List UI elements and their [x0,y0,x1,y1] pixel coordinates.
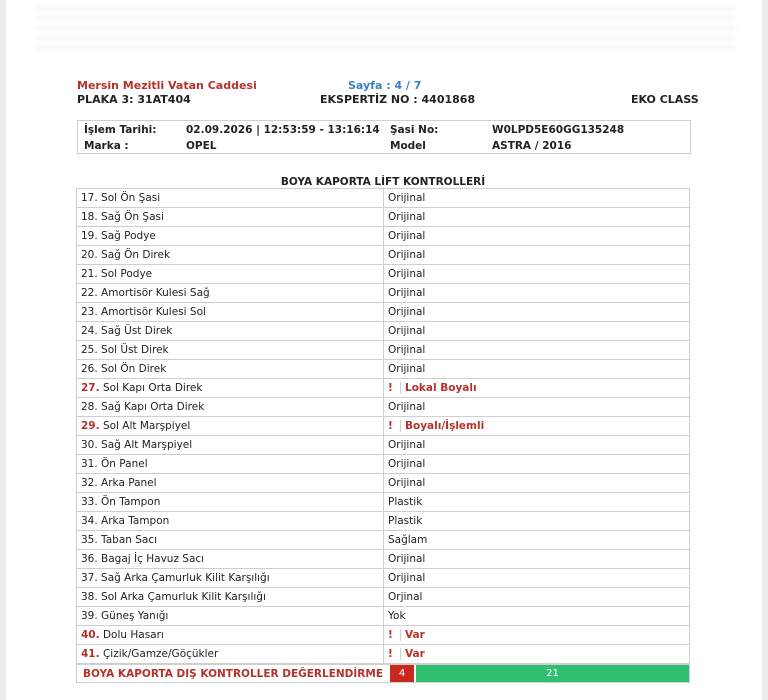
part-cell [77,398,384,417]
status-cell [384,531,690,550]
vehicle-info-box [77,120,691,154]
table-row [77,607,690,626]
status-value: Orijinal [388,363,426,375]
status-cell [384,607,690,626]
part-name: Sol Üst Direk [101,344,169,356]
row-number: 25. [81,344,98,356]
status-cell [384,512,690,531]
table-row [77,208,690,227]
status-value: Orijinal [388,306,426,318]
warning-mark: ! [388,629,393,641]
table-row [77,512,690,531]
table-row [77,588,690,607]
status-cell [384,626,690,645]
part-name: Ön Tampon [101,496,161,508]
status-value: Orijinal [388,249,426,261]
status-cell [384,341,690,360]
part-name: Sol Arka Çamurluk Kilit Karşılığı [101,591,266,603]
row-number: 41. [81,648,100,660]
status-value: Orijinal [388,325,426,337]
status-cell [384,208,690,227]
part-name: Sağ Üst Direk [101,325,173,337]
part-cell [77,550,384,569]
warning-mark: ! [388,420,393,432]
part-cell [77,265,384,284]
brand-label: Marka : [84,140,129,152]
status-value: Var [400,648,425,660]
status-cell [384,227,690,246]
table-row [77,417,690,436]
part-name: Dolu Hasarı [102,629,164,641]
table-row [77,455,690,474]
part-name: Amortisör Kulesi Sol [101,306,206,318]
summary-row [76,664,690,683]
row-number: 29. [81,420,100,432]
status-value: Boyalı/İşlemli [400,420,484,432]
row-number: 20. [81,249,98,261]
status-value: Lokal Boyalı [400,382,477,394]
part-cell [77,322,384,341]
bad-count-badge: 4 [390,665,414,682]
table-row [77,322,690,341]
status-value: Plastik [388,496,423,508]
status-cell [384,189,690,208]
status-cell [384,284,690,303]
part-cell [77,189,384,208]
page-indicator: Sayfa : 4 / 7 [348,79,422,92]
part-name: Sağ Kapı Orta Direk [101,401,205,413]
status-value: Orijinal [388,572,426,584]
status-value: Orijinal [388,192,426,204]
row-number: 21. [81,268,98,280]
status-value: Var [400,629,425,641]
row-number: 33. [81,496,98,508]
model-label: Model [390,140,426,152]
part-cell [77,436,384,455]
row-number: 17. [81,192,98,204]
chassis-label: Şasi No: [390,124,439,136]
expert-number: EKSPERTİZ NO : 4401868 [320,93,476,106]
row-number: 30. [81,439,98,451]
section-title: BOYA KAPORTA LİFT KONTROLLERİ [280,176,486,188]
status-cell [384,588,690,607]
table-row [77,284,690,303]
part-cell [77,208,384,227]
status-cell [384,379,690,398]
part-name: Sağ Ön Şasi [101,211,164,223]
row-number: 35. [81,534,98,546]
part-name: Arka Tampon [101,515,170,527]
table-row [77,227,690,246]
row-number: 24. [81,325,98,337]
row-number: 31. [81,458,98,470]
part-cell [77,455,384,474]
part-cell [77,284,384,303]
row-number: 39. [81,610,98,622]
row-number: 28. [81,401,98,413]
status-cell [384,493,690,512]
status-cell [384,398,690,417]
part-name: Sol Podye [101,268,153,280]
date-value: 02.09.2026 | 12:53:59 - 13:16:14 [186,124,380,136]
status-value: Orijinal [388,439,426,451]
part-cell [77,379,384,398]
status-value: Sağlam [388,534,428,546]
status-cell [384,550,690,569]
status-cell [384,322,690,341]
warning-mark: ! [388,648,393,660]
row-number: 37. [81,572,98,584]
part-name: Sağ Alt Marşpiyel [101,439,193,451]
part-cell [77,246,384,265]
status-cell [384,303,690,322]
part-cell [77,360,384,379]
row-number: 26. [81,363,98,375]
status-value: Orijinal [388,268,426,280]
status-cell [384,455,690,474]
status-value: Orijinal [388,211,426,223]
chassis-value: W0LPD5E60GG135248 [492,124,625,136]
status-value: Orijinal [388,553,426,565]
part-name: Sol Ön Direk [101,363,167,375]
part-name: Amortisör Kulesi Sağ [101,287,210,299]
status-value: Plastik [388,515,423,527]
part-cell [77,341,384,360]
warning-mark: ! [388,382,393,394]
good-count-bar: 21 [416,665,689,682]
status-value: Orijinal [388,344,426,356]
table-row [77,436,690,455]
status-cell [384,645,690,664]
date-label: İşlem Tarihi: [84,124,157,136]
row-number: 34. [81,515,98,527]
status-cell [384,360,690,379]
status-cell [384,436,690,455]
status-value: Orijinal [388,287,426,299]
table-row [77,550,690,569]
part-name: Sol Kapı Orta Direk [102,382,203,394]
table-row [77,379,690,398]
part-cell [77,493,384,512]
row-number: 18. [81,211,98,223]
table-row [77,626,690,645]
part-cell [77,531,384,550]
table-row [77,474,690,493]
part-name: Sağ Arka Çamurluk Kilit Karşılığı [101,572,270,584]
table-row [77,360,690,379]
part-cell [77,645,384,664]
summary-label: BOYA KAPORTA DIŞ KONTROLLER DEĞERLENDİRME [83,668,383,680]
brand-value: OPEL [186,140,217,152]
part-name: Taban Sacı [101,534,158,546]
row-number: 27. [81,382,100,394]
status-value: Orijinal [388,401,426,413]
part-cell [77,227,384,246]
row-number: 40. [81,629,100,641]
table-row [77,265,690,284]
blurred-header-area [36,6,736,50]
part-name: Sol Ön Şasi [101,192,161,204]
row-number: 38. [81,591,98,603]
part-cell [77,512,384,531]
status-value: Yok [388,610,406,622]
part-cell [77,588,384,607]
status-value: Orijinal [388,477,426,489]
status-value: Orijinal [388,230,426,242]
table-row [77,303,690,322]
part-cell [77,626,384,645]
row-number: 36. [81,553,98,565]
class-label: EKO CLASS [631,93,699,106]
status-cell [384,569,690,588]
part-name: Sol Alt Marşpiyel [102,420,191,432]
status-cell [384,417,690,436]
table-row [77,189,690,208]
part-cell [77,474,384,493]
report-page [6,0,762,700]
table-row [77,398,690,417]
part-name: Bagaj İç Havuz Sacı [101,553,205,565]
table-row [77,341,690,360]
inspection-table [76,188,690,664]
model-value: ASTRA / 2016 [492,140,572,152]
status-cell [384,246,690,265]
row-number: 32. [81,477,98,489]
part-name: Arka Panel [101,477,157,489]
plate-label: PLAKA 3: 31AT404 [77,93,191,106]
part-name: Sağ Podye [101,230,156,242]
part-name: Çizik/Gamze/Göçükler [102,648,219,660]
location-label: Mersin Mezitli Vatan Caddesi [77,79,257,92]
table-row [77,493,690,512]
status-value: Orjinal [388,591,423,603]
part-name: Ön Panel [101,458,148,470]
row-number: 19. [81,230,98,242]
part-cell [77,417,384,436]
table-row [77,246,690,265]
status-cell [384,474,690,493]
part-cell [77,607,384,626]
table-row [77,531,690,550]
part-name: Sağ Ön Direk [101,249,171,261]
part-name: Güneş Yanığı [101,610,169,622]
table-row [77,569,690,588]
part-cell [77,569,384,588]
part-cell [77,303,384,322]
row-number: 23. [81,306,98,318]
status-cell [384,265,690,284]
row-number: 22. [81,287,98,299]
status-value: Orijinal [388,458,426,470]
table-row [77,645,690,664]
